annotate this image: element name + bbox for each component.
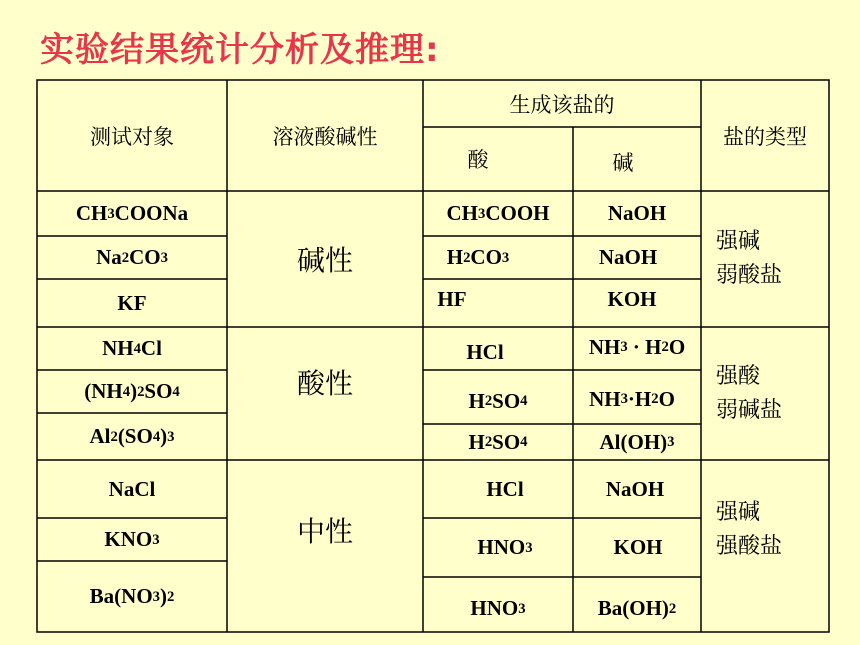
page-title: 实验结果统计分析及推理:	[40, 30, 440, 70]
acid-hno3-2: HNO 3	[470, 596, 526, 620]
object-na2co3: Na 2 CO 3	[96, 245, 168, 269]
header-source: 生成该盐的	[509, 92, 615, 117]
object-nh4-2so4: (NH 4 ) 2 SO 4	[84, 379, 180, 403]
header-solution-acidity: 溶液酸碱性	[272, 124, 378, 149]
acid-hcl-2: HCl	[486, 476, 524, 501]
salt-type-strong-base-strong-acid	[716, 460, 829, 600]
object-nh4cl: NH 4 Cl	[102, 336, 162, 360]
base-koh-1: KOH	[607, 286, 657, 311]
acid-h2so4-2: H 2 SO 4	[468, 429, 528, 454]
base-nh3h2o-2: NH 3 ·H 2 O	[589, 386, 675, 411]
acid-hno3-1: HNO 3	[477, 535, 533, 559]
object-bano32: Ba(NO 3 ) 2	[89, 584, 175, 608]
base-naoh-2: NaOH	[598, 245, 658, 269]
acid-hf: HF	[437, 286, 467, 311]
salt-type-line-2: 弱酸盐	[716, 263, 783, 288]
acid-h2so4-1: H 2 SO 4	[468, 388, 528, 413]
base-nh3h2o-1: NH 3 · H 2 O	[588, 334, 686, 359]
property-acidic: 酸性	[296, 367, 353, 400]
base-baoh2: Ba(OH) 2	[597, 596, 677, 620]
property-basic: 碱性	[296, 244, 353, 277]
base-naoh-3: NaOH	[605, 476, 665, 501]
object-nacl: NaCl	[108, 476, 156, 501]
salt-type-line-2: 弱碱盐	[716, 397, 783, 423]
acid-ch3cooh: CH 3 COOH	[446, 201, 550, 225]
object-ch3coona: CH 3 COONa	[75, 201, 189, 225]
acid-h2co3: H 2 CO 3	[446, 245, 510, 269]
salt-type-line-2: 强酸盐	[716, 534, 783, 559]
header-base: 碱	[612, 151, 634, 175]
base-aloh3: Al(OH) 3	[599, 429, 675, 454]
salt-type-line-1: 强碱	[716, 229, 761, 254]
base-naoh-1: NaOH	[607, 201, 667, 225]
object-kno3: KNO 3	[104, 527, 160, 551]
object-al2so43: Al 2 (SO 4 ) 3	[89, 424, 175, 448]
salt-type-line-1: 强碱	[716, 500, 761, 525]
salt-type-strong-base-weak-acid	[716, 191, 829, 327]
header-test-object: 测试对象	[90, 124, 174, 149]
salt-type-line-1: 强酸	[716, 363, 761, 389]
object-kf: KF	[117, 290, 147, 315]
property-neutral: 中性	[296, 515, 353, 548]
acid-hcl-1: HCl	[466, 339, 504, 364]
base-koh-2: KOH	[613, 535, 663, 559]
salt-type-strong-acid-weak-base	[716, 327, 829, 460]
header-acid: 酸	[467, 148, 489, 172]
header-salt-type: 盐的类型	[723, 124, 807, 149]
